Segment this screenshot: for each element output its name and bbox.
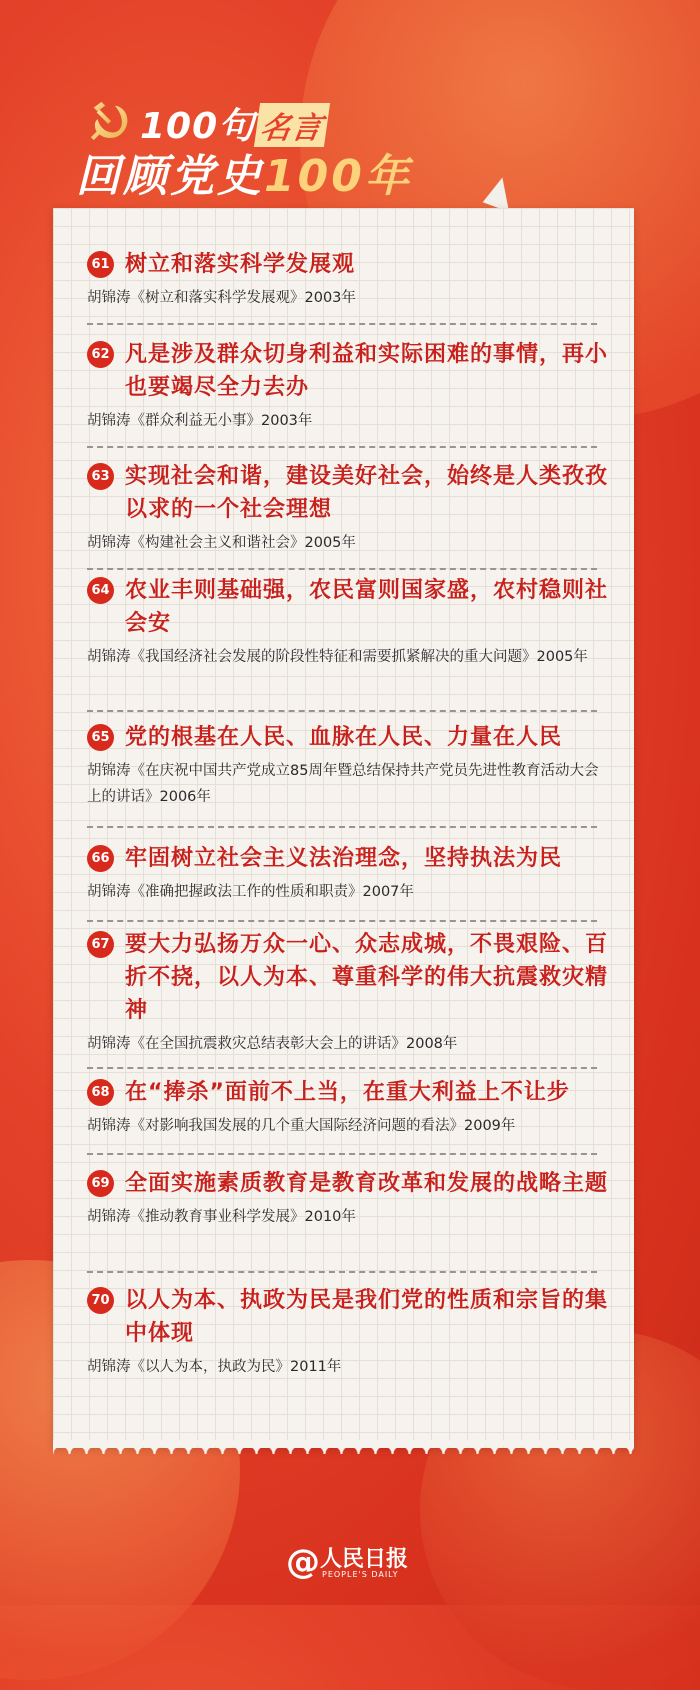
quote-number-badge: 69 (87, 1170, 114, 1197)
quote-number-badge: 63 (87, 463, 114, 490)
dashed-divider (87, 1153, 597, 1155)
quote-number-badge: 67 (87, 931, 114, 958)
hammer-sickle-icon (88, 98, 134, 144)
quote-item (87, 574, 612, 670)
title-line-2-prefix: 回顾党史 (76, 151, 264, 202)
quote-text: 党的根基在人民、血脉在人民、力量在人民 (125, 725, 563, 750)
quote-number-badge: 68 (87, 1079, 114, 1106)
quote-source: 胡锦涛《我国经济社会发展的阶段性特征和需要抓紧解决的重大问题》2005年 (87, 649, 588, 665)
quote-text: 实现社会和谐，建设美好社会，始终是人类孜孜以求的一个社会理想 (125, 464, 609, 522)
logo-english: PEOPLE'S DAILY (322, 1570, 399, 1579)
dashed-divider (87, 323, 597, 325)
logo-name: 人民日报 (320, 1547, 409, 1572)
dashed-divider (87, 710, 597, 712)
quote-item (87, 248, 612, 311)
quote-number-badge: 64 (87, 577, 114, 604)
quote-number-badge: 70 (87, 1287, 114, 1314)
quote-text: 树立和落实科学发展观 (125, 252, 356, 277)
quote-text: 在“捧杀”面前不上当，在重大利益上不让步 (125, 1080, 570, 1105)
quote-text: 要大力弘扬万众一心、众志成城，不畏艰险、百折不挠，以人为本、尊重科学的伟大抗震救灾精神 (125, 932, 609, 1023)
quote-source: 胡锦涛《在全国抗震救灾总结表彰大会上的讲话》2008年 (87, 1036, 458, 1052)
quote-item (87, 842, 612, 905)
title-line-2-highlight: 100年 (264, 151, 412, 202)
title-line-2 (76, 140, 412, 204)
quote-source: 胡锦涛《树立和落实科学发展观》2003年 (87, 290, 356, 306)
quote-item (87, 338, 612, 434)
dashed-divider (87, 920, 597, 922)
quote-text: 全面实施素质教育是教育改革和发展的战略主题 (125, 1171, 609, 1196)
quote-source: 胡锦涛《推动教育事业科学发展》2010年 (87, 1209, 356, 1225)
title-line-1-prefix: 100句 (140, 106, 256, 147)
quote-source: 胡锦涛《对影响我国发展的几个重大国际经济问题的看法》2009年 (87, 1118, 516, 1134)
quote-source: 胡锦涛《群众利益无小事》2003年 (87, 413, 313, 429)
dashed-divider (87, 1067, 597, 1069)
dashed-divider (87, 1271, 597, 1273)
quote-item (87, 1167, 612, 1230)
quote-source: 胡锦涛《构建社会主义和谐社会》2005年 (87, 535, 356, 551)
quote-source: 胡锦涛《在庆祝中国共产党成立85周年暨总结保持共产党员先进性教育活动大会上的讲话》2006年 (87, 763, 599, 805)
quote-item (87, 721, 612, 810)
quote-text: 牢固树立社会主义法治理念，坚持执法为民 (125, 846, 563, 871)
quote-text: 凡是涉及群众切身利益和实际困难的事情，再小也要竭尽全力去办 (125, 342, 609, 400)
quote-text: 以人为本、执政为民是我们党的性质和宗旨的集中体现 (125, 1288, 609, 1346)
title-highlight-chip: 名言 (254, 103, 330, 147)
quote-number-badge: 66 (87, 845, 114, 872)
quote-item (87, 1284, 612, 1380)
quote-item (87, 928, 612, 1057)
quote-number-badge: 61 (87, 251, 114, 278)
dashed-divider (87, 826, 597, 828)
dashed-divider (87, 568, 597, 570)
quote-number-badge: 62 (87, 341, 114, 368)
quote-source: 胡锦涛《准确把握政法工作的性质和职责》2007年 (87, 884, 414, 900)
dashed-divider (87, 446, 597, 448)
logo-at-symbol: @ (286, 1542, 320, 1582)
quote-number-badge: 65 (87, 724, 114, 751)
quote-item (87, 460, 612, 556)
card-scalloped-edge (53, 1440, 634, 1454)
quote-source: 胡锦涛《以人为本，执政为民》2011年 (87, 1359, 342, 1375)
quote-item (87, 1076, 612, 1139)
quote-text: 农业丰则基础强，农民富则国家盛，农村稳则社会安 (125, 578, 609, 636)
